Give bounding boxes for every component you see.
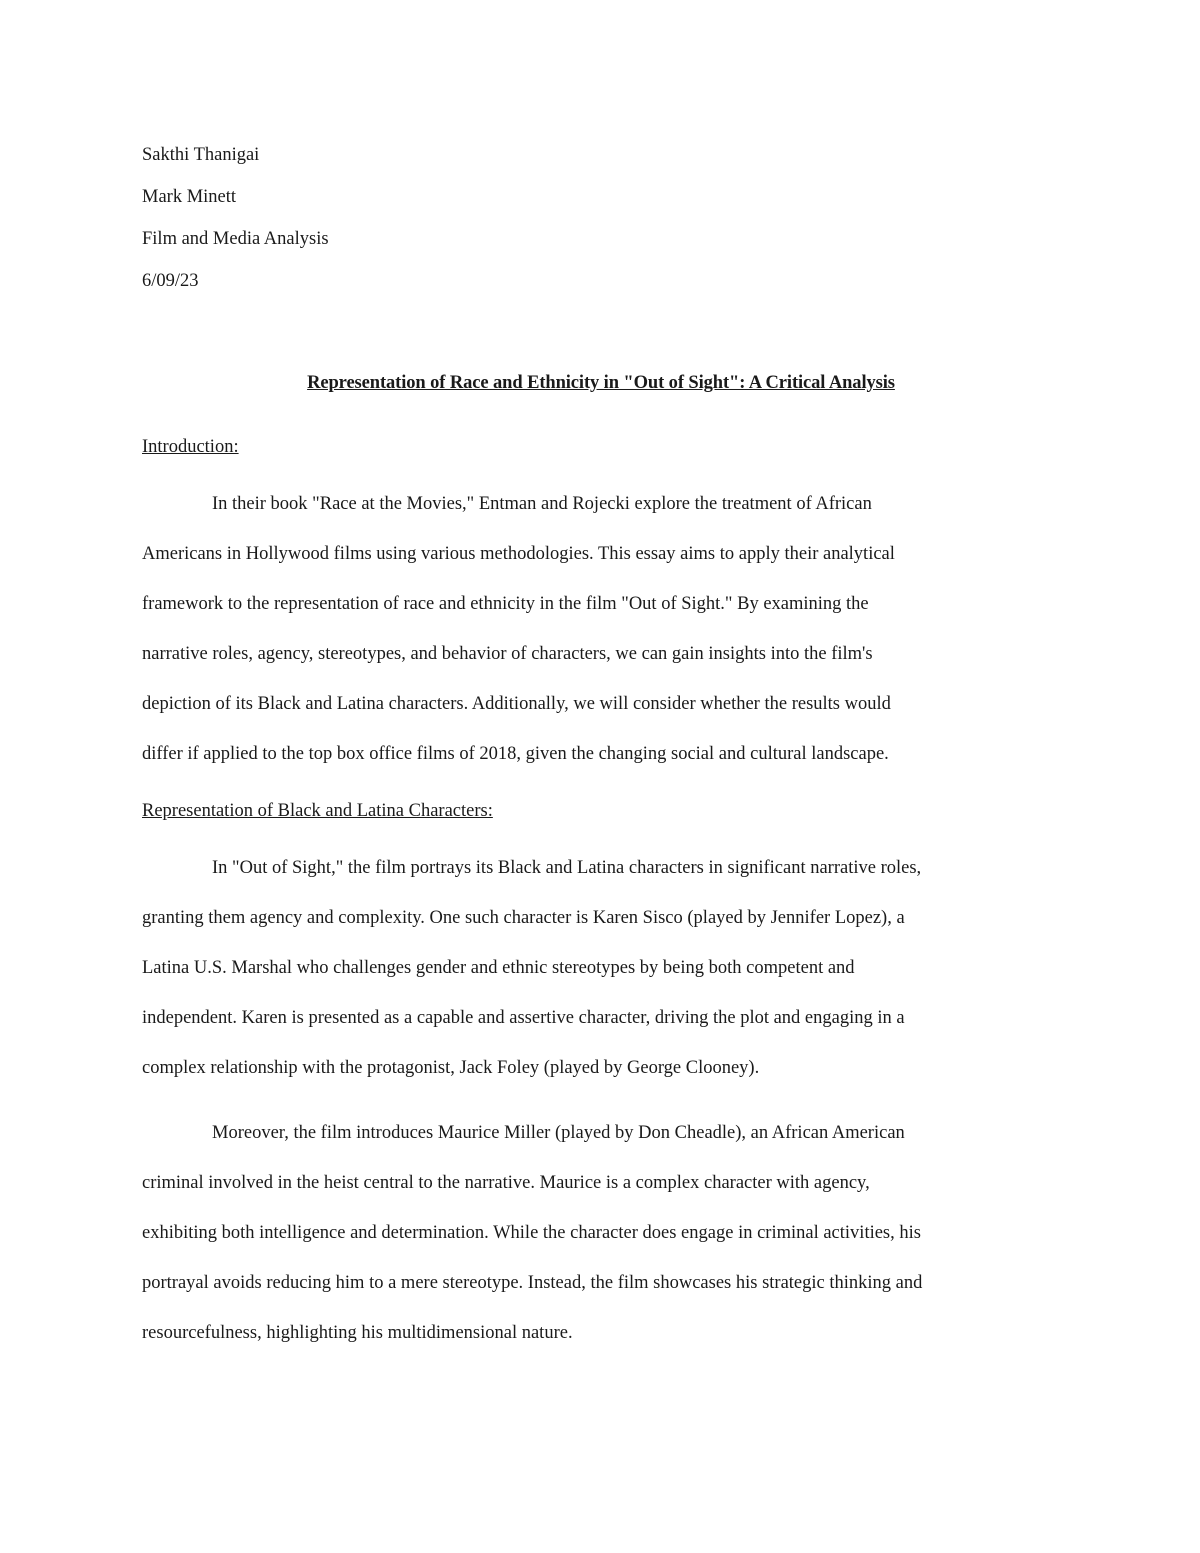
paragraph-line: differ if applied to the top box office films of 2018, given the changing social and cultural landscape.: [142, 744, 889, 764]
course-name: Film and Media Analysis: [142, 229, 329, 249]
paragraph-line: Latina U.S. Marshal who challenges gender and ethnic stereotypes by being both competent and: [142, 958, 855, 978]
date: 6/09/23: [142, 271, 199, 291]
paragraph-line: portrayal avoids reducing him to a mere stereotype. Instead, the film showcases his strategic thinking and: [142, 1273, 923, 1293]
paragraph-line: In their book "Race at the Movies," Entman and Rojecki explore the treatment of African: [212, 494, 872, 514]
paragraph-line: independent. Karen is presented as a capable and assertive character, driving the plot and engaging in a: [142, 1008, 905, 1028]
document-title: Representation of Race and Ethnicity in "Out of Sight": A Critical Analysis: [307, 373, 895, 393]
author-name: Sakthi Thanigai: [142, 145, 260, 165]
paragraph-line: criminal involved in the heist central to the narrative. Maurice is a complex character with agency,: [142, 1173, 870, 1193]
representation-paragraph-1: [142, 843, 1060, 1093]
instructor-name: Mark Minett: [142, 187, 237, 207]
paragraph-line: narrative roles, agency, stereotypes, and behavior of characters, we can gain insights into the film's: [142, 644, 873, 664]
paragraph-line: framework to the representation of race and ethnicity in the film "Out of Sight." By examining the: [142, 594, 869, 614]
paragraph-line: exhibiting both intelligence and determination. While the character does engage in criminal activities, his: [142, 1223, 921, 1243]
paragraph-line: Moreover, the film introduces Maurice Miller (played by Don Cheadle), an African American: [212, 1123, 905, 1143]
paragraph-line: In "Out of Sight," the film portrays its Black and Latina characters in significant narrative roles,: [212, 858, 922, 878]
representation-paragraph-2: [142, 1108, 1060, 1358]
introduction-paragraph: [142, 479, 1060, 779]
introduction-heading: Introduction:: [142, 437, 239, 457]
representation-heading: Representation of Black and Latina Characters:: [142, 801, 493, 821]
document-page: [142, 138, 1060, 1373]
paragraph-line: granting them agency and complexity. One such character is Karen Sisco (played by Jennifer Lopez), a: [142, 908, 905, 928]
paragraph-line: depiction of its Black and Latina characters. Additionally, we will consider whether the results would: [142, 694, 891, 714]
paragraph-line: Americans in Hollywood films using various methodologies. This essay aims to apply their analytical: [142, 544, 895, 564]
paragraph-line: resourcefulness, highlighting his multidimensional nature.: [142, 1323, 573, 1343]
paragraph-line: complex relationship with the protagonist, Jack Foley (played by George Clooney).: [142, 1058, 760, 1078]
